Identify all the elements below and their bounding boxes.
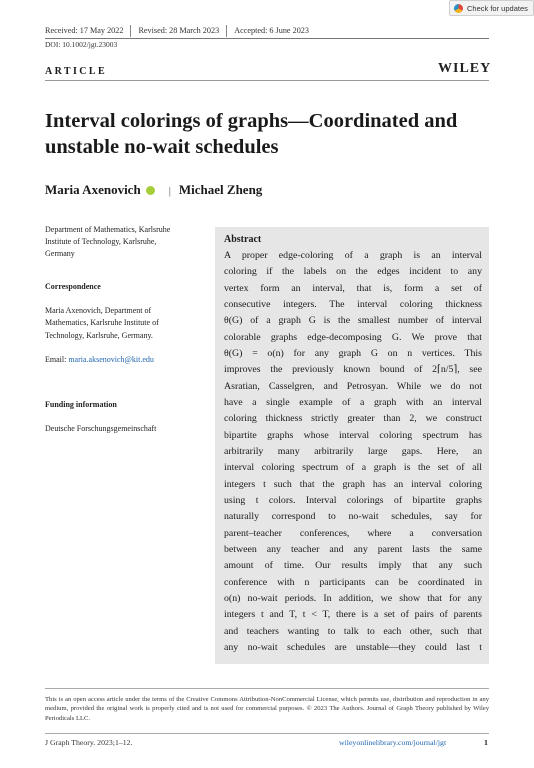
email-line	[45, 354, 205, 366]
email-prefix: Email:	[45, 355, 69, 365]
abstract-line: interval coloring spectrum of a graph is the set of all	[224, 462, 482, 474]
abstract-line: colorable graphs edge-decomposing G. We prove that	[224, 331, 482, 343]
abstract-line: bipartite graphs whose interval coloring spectrum has	[224, 429, 482, 441]
abstract-line: coloring thickness strictly greater than 2, we construct	[224, 413, 482, 425]
funding-heading: Funding information	[45, 399, 117, 409]
abstract-line: vertex form an interval, that is, form a set of	[224, 282, 482, 294]
correspondence-block	[45, 269, 205, 379]
abstract-line: amount of time. Our results imply that any such	[224, 560, 482, 572]
footer-rule	[45, 688, 489, 689]
correspondence-text: Maria Axenovich, Department of Mathematics, Karlsruhe Institute of Technology, Karlsruhe, Germany.	[45, 306, 159, 340]
divider	[130, 25, 131, 37]
abstract-line: improves the previously known bound of 2⌈n/5⌉, see	[224, 364, 482, 376]
abstract-line: integers t and T, t < T, there is a set of pairs of parents	[224, 609, 482, 621]
accepted-date: Accepted: 6 June 2023	[234, 25, 309, 35]
abstract-line: Asratian, Casselgren, and Petrosyan. While we do not	[224, 380, 482, 392]
abstract-heading: Abstract	[224, 234, 262, 245]
revised-date: Revised: 28 March 2023	[138, 25, 220, 35]
article-info-column	[45, 224, 205, 455]
publisher-logo: WILEY	[438, 61, 492, 76]
author-name[interactable]: Michael Zheng	[178, 182, 263, 197]
footer-bottom-rule	[45, 733, 489, 734]
header-rule	[45, 38, 489, 39]
abstract-line: naturally correspond to no-wait schedules, say for	[224, 511, 482, 523]
abstract-line: using t colors. Interval colorings of bipartite graphs	[224, 494, 482, 506]
section-rule	[45, 80, 489, 81]
abstract-line: coloring if the labels on the edges incident to any	[224, 266, 482, 278]
correspondence-heading: Correspondence	[45, 281, 101, 291]
abstract-line: θ(G) of a graph G is the smallest number of interval	[224, 315, 482, 327]
license-text: This is an open access article under the terms of the Creative Commons Attribution-NonCommercial License, which permits use, distribution and reproduction in any medium, provided the original work is properly cited and is not used for commercial purposes. © 2023 The Authors. Journal of Graph Theory published by Wiley Periodicals LLC.	[45, 696, 489, 722]
received-date: Received: 17 May 2022	[45, 25, 124, 35]
email-link[interactable]: maria.aksenovich@kit.edu	[68, 355, 154, 365]
author-separator: |	[168, 185, 171, 197]
paper-title: Interval colorings of graphs—Coordinated and unstable no-wait schedules	[45, 110, 458, 158]
abstract-line: arbitrarily many arbitrarily large gaps. Here, an	[224, 445, 482, 457]
abstract-line: and teachers wanting to talk to each other, such that	[224, 625, 482, 637]
check-updates-label: Check for updates	[467, 3, 528, 13]
abstract-line: between any teacher and any parent lasts the same	[224, 543, 482, 555]
abstract-line: integers t such that the graph has an interval coloring	[224, 478, 482, 490]
funding-block	[45, 386, 205, 447]
abstract-text	[224, 248, 482, 656]
doi[interactable]: DOI: 10.1002/jgt.23003	[45, 40, 118, 49]
abstract-line: A proper edge-coloring of a graph is an interval	[224, 250, 482, 261]
orcid-icon[interactable]	[146, 186, 155, 195]
abstract-line: parent–teacher conferences, where a conversation	[224, 527, 482, 539]
abstract-line: conference with n participants can be coordinated in	[224, 576, 482, 588]
abstract-line: consecutive integers. The interval coloring thickness	[224, 298, 482, 310]
journal-citation: J Graph Theory. 2023;1–12.	[45, 738, 133, 747]
page-number: 1	[484, 738, 488, 747]
journal-url-link[interactable]: wileyonlinelibrary.com/journal/jgt	[339, 738, 447, 747]
author-name[interactable]: Maria Axenovich	[45, 182, 141, 197]
author-list	[45, 182, 262, 198]
crossmark-icon	[454, 4, 463, 13]
publication-dates	[45, 25, 309, 37]
affiliation: Department of Mathematics, Karlsruhe Institute of Technology, Karlsruhe, Germany	[45, 225, 171, 259]
article-type-label: ARTICLE	[45, 66, 108, 77]
abstract-line: have a single example of a graph with an interval	[224, 396, 482, 408]
check-for-updates-button[interactable]	[449, 0, 534, 16]
funding-text: Deutsche Forschungsgemeinschaft	[45, 424, 157, 434]
abstract-line: o(n) no-wait periods. In addition, we show that for any	[224, 592, 482, 604]
abstract-line: θ(G) = o(n) for any graph G on n vertices. This	[224, 347, 482, 359]
divider	[226, 25, 227, 37]
abstract-line: any no-wait schedules are unstable—they could last t	[224, 641, 482, 653]
